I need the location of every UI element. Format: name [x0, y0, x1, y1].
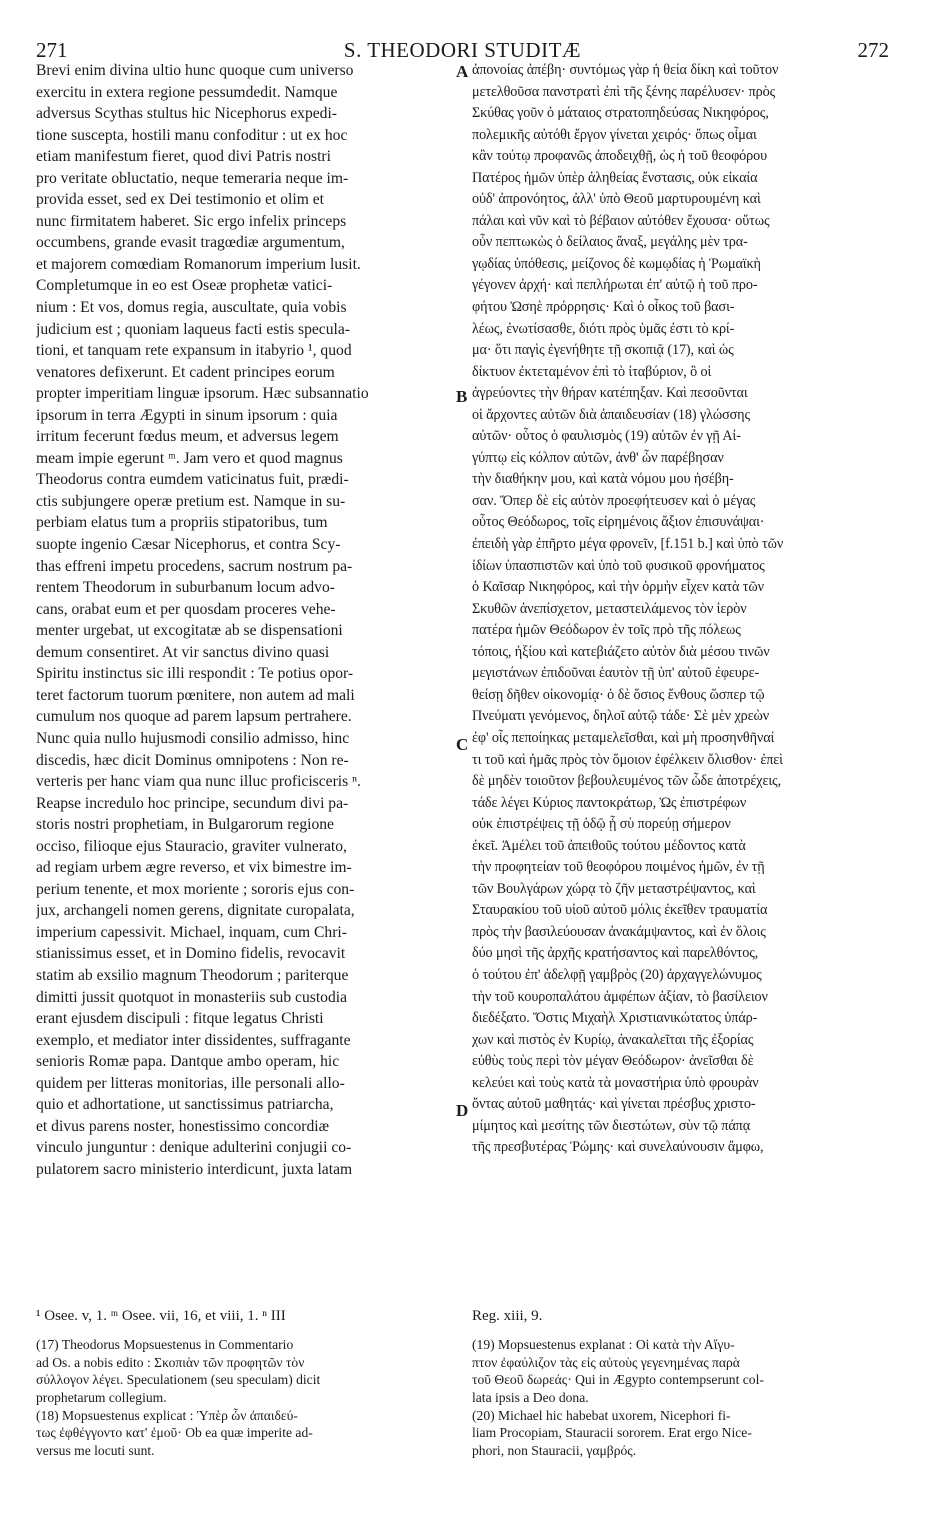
text-line: Σκύθας γοῦν ὁ μάταιος στρατοπηδεύσας Νικηφόρος,: [472, 105, 769, 122]
text-line: τῆς πρεσβυτέρας Ῥώμης· καὶ συνελαύνουσιν ἄμφω,: [472, 1139, 764, 1156]
note-line: prophetarum collegium.: [36, 1390, 167, 1406]
text-line: cumulum nos quoque ad parem lapsum pertrahere.: [36, 708, 352, 726]
text-line: exemplo, et mediator inter dissidentes, suffragante: [36, 1031, 351, 1049]
text-line: etiam manifestum fieret, quod divi Patris nostri: [36, 148, 331, 166]
text-line: pulatorem sacro ministerio interdicunt, juxta latam: [36, 1160, 353, 1178]
text-line: οὗτος Θεόδωρος, τοῖς εἰρημένοις ἄξιον ἐπισυνάψαι·: [472, 514, 765, 531]
note-line: phori, non Stauracii, γαμβρός.: [472, 1443, 637, 1459]
text-line: dimitti jussit quotquot in monasteriis sub custodia: [36, 988, 348, 1006]
text-line: cans, orabat eum et per quosdam proceres vehe-: [36, 600, 336, 618]
text-line: vinculo junguntur : denique adulterini conjugii co-: [36, 1139, 352, 1157]
text-line: θείσῃ δῆθεν οἰκονομίᾳ· ὁ δὲ ὅσιος ἔνθους ὥσπερ τῷ: [472, 686, 765, 703]
margin-marker-a: A: [456, 62, 469, 81]
text-line: Completumque in eo est Oseæ prophetæ vatici-: [36, 277, 333, 295]
text-line: adversus Scythas stultus hic Nicephorus expedi-: [36, 105, 337, 123]
text-line: erant ejusdem discipuli : fitque legatus Christi: [36, 1010, 324, 1028]
text-line: Σταυρακίου τοῦ υἱοῦ αὐτοῦ μόλις ἐκεῖθεν τραυματία: [472, 902, 768, 919]
text-line: perbiam elatus tum a propriis stipatoribus, tum: [36, 514, 328, 532]
text-line: storis nostri prophetiam, in Bulgarorum regione: [36, 816, 334, 834]
note-line: versus me locuti sunt.: [36, 1443, 155, 1459]
text-line: δύο μησὶ τῆς ἀρχῆς κρατήσαντος καὶ παρελθόντος,: [472, 945, 759, 962]
text-line: exercitu in extera regione pessumdedit. Namque: [36, 83, 338, 101]
text-line: οὖν πεπτωκὼς ὁ δείλαιος ἄναξ, μεγάλης μὲν τρα-: [472, 234, 748, 251]
text-line: κἂν τούτῳ προφανῶς ἀποδειχθῇ, ὡς ἡ τοῦ θεοφόρου: [472, 148, 768, 165]
note-line: liam Procopiam, Stauracii sororem. Erat ergo Nice-: [472, 1425, 752, 1441]
text-line: χων καὶ πιστὸς ἐν Κυρίῳ, ἀνακαλεῖται τῆς ἐξορίας: [472, 1031, 754, 1048]
margin-marker-c: C: [456, 735, 469, 754]
note-line: τοῦ Θεοῦ δωρεάς· Qui in Ægypto contempserunt col-: [472, 1372, 764, 1388]
text-line: et majorem comœdiam Romanorum imperium lusit.: [36, 255, 361, 273]
note-line: (20) Michael hic habebat uxorem, Nicephori fi-: [472, 1407, 731, 1423]
text-line: τι τοῦ καὶ ἡμᾶς πρὸς τὸν ὅμοιον ἐφέλκειν ὄλισθον· ἐπεὶ: [472, 751, 783, 768]
text-line: ὁ Καῖσαρ Νικηφόρος, καὶ τὴν ὁρμὴν εἶχεν κατὰ τῶν: [472, 579, 764, 596]
text-line: propter imperitiam linguæ ipsorum. Hæc subsannatio: [36, 385, 369, 403]
text-line: οὐδ' ἀπρονόητος, ἀλλ' ὑπὸ Θεοῦ μαρτυρουμένη καὶ: [472, 191, 761, 208]
text-line: ἰδίων ὑπασπιστῶν καὶ ὑπὸ τοῦ φυσικοῦ φρονήματος: [472, 557, 765, 574]
text-line: πολεμικῆς αὐτόθι ἔργον γίνεται χειρός· ὅπως οἶμαι: [472, 126, 757, 143]
text-line: λέως, ἐνωτίσασθε, διότι πρὸς ὑμᾶς ἐστι τὸ κρί-: [472, 320, 735, 337]
text-line: ὄντας αὐτοῦ μαθητάς· καὶ γίνεται πρέσβυς χριστο-: [472, 1096, 756, 1113]
latin-column: [36, 60, 456, 1180]
text-line: οὐκ ἐπιστρέψεις τῇ ὁδῷ ᾗ σὺ πορεύῃ σήμερον: [472, 816, 731, 833]
text-line: perium tenente, et mox moriente ; sororis ejus con-: [36, 880, 355, 898]
text-line: φήτου Ὠσηὲ πρόρρησις· Καὶ ὁ οἶκος τοῦ βασι-: [472, 299, 735, 316]
text-line: quio et adhortatione, ut sanctissimus patriarcha,: [36, 1096, 334, 1114]
text-line: μίμητος καὶ μεσίτης τῶν διεστώτων, σὺν τῷ πάπᾳ: [472, 1117, 751, 1134]
text-line: ὁ τούτου ἐπ' ἀδελφῇ γαμβρὸς (20) ἀρχαγγελώνυμος: [472, 966, 762, 983]
text-line: ipsorum in terra Ægypti in sinum ipsorum : quia: [36, 406, 338, 424]
text-line: Πνεύματι γενόμενος, δηλοῖ αὐτῷ τάδε· Σὲ μὲν χρεὼν: [472, 708, 770, 725]
text-line: suopte ingenio Cæsar Nicephorus, et contra Scy-: [36, 536, 341, 554]
text-line: Theodorus contra eumdem vaticinatus fuit, prædi-: [36, 471, 349, 489]
text-line: rentem Theodorum in suburbanum locum advo-: [36, 579, 335, 597]
text-line: tione suscepta, hostili manu confoditur : ut ex hoc: [36, 126, 348, 144]
text-line: μεγιστάνων ἐπιδοῦναι ἑαυτὸν τῇ ὑπ' αὐτοῦ ἐφευρε-: [472, 665, 760, 682]
footnote-refs-left: [36, 1306, 456, 1327]
margin-marker-d: D: [456, 1101, 469, 1120]
text-line: εὐθὺς τοὺς περὶ τὸν μέγαν Θεόδωρον· ἀνεῖσθαι δὲ: [472, 1053, 754, 1070]
text-line: thas effreni impetu procedens, sacrum nostrum pa-: [36, 557, 353, 575]
text-line: Σκυθῶν ἀνεπίσχετον, μεταστειλάμενος τὸν ἱερὸν: [472, 600, 747, 617]
text-line: ἐκεῖ. Ἀμέλει τοῦ ἀπειθοῦς τούτου μέδοντος κατὰ: [472, 837, 746, 854]
footnote-ref-line: Reg. xiii, 9.: [472, 1308, 543, 1324]
text-line: γῳδίας ὑπόθεσις, μείζονος δὲ κωμῳδίας ἡ Ῥωμαϊκὴ: [472, 255, 761, 272]
text-line: Πατέρος ἡμῶν ὑπὲρ ἀληθείας ἔνστασις, οὐκ εἰκαία: [472, 169, 758, 186]
text-line: demum consentiret. At vir sanctus divino quasi: [36, 643, 330, 661]
note-line: lata ipsis a Deo dona.: [472, 1390, 589, 1406]
note-line: τως ἐφθέγγοντο κατ' ἐμοῦ· Ob ea quæ imperite ad-: [36, 1425, 313, 1441]
text-line: ἐφ' οἷς πεποίηκας μεταμελεῖσθαι, καὶ μὴ προσηνθῆναί: [472, 729, 775, 746]
text-line: τάδε λέγει Κύριος παντοκράτωρ, Ὡς ἐπιστρέφων: [472, 794, 747, 811]
text-line: πάλαι καὶ νῦν καὶ τὸ βέβαιον αὐτόθεν ἔχουσα· οὕτως: [472, 212, 770, 229]
text-line: tioni, et tanquam rete expansum in itabyrio ¹, quod: [36, 342, 352, 360]
text-line: πρὸς τὴν βασιλεύουσαν ἀνακάμψαντος, καὶ ἐν ὅλοις: [472, 923, 766, 940]
text-line: nunc firmitatem haberet. Sic ergo infelix princeps: [36, 212, 347, 230]
text-line: οἱ ἄρχοντες αὐτῶν διὰ ἀπαιδευσίαν (18) γλώσσης: [472, 406, 751, 423]
editor-notes-left: [36, 1336, 456, 1460]
page-number-right: 272: [857, 38, 889, 62]
text-line: occumbens, grande evasit tragœdiæ argumentum,: [36, 234, 345, 252]
text-line: nium : Et vos, domus regia, auscultate, quia vobis: [36, 299, 347, 317]
text-line: statim ab exsilio magnum Theodorum ; pariterque: [36, 966, 349, 984]
text-line: δὲ μηδὲν τοιοῦτον βεβουλευμένος τῶν ὧδε ἀποτρέχεις,: [472, 773, 782, 790]
text-line: venatores defixerunt. Et cadent principes eorum: [36, 363, 335, 381]
note-line: (19) Mopsuestenus explanat : Οἱ κατὰ τὴν Αἴγυ-: [472, 1337, 735, 1352]
page-number-left: 271: [36, 38, 68, 62]
footnote-ref-line: ¹ Osee. v, 1. ᵐ Osee. vii, 16, et viii, 1. ⁿ III: [36, 1308, 286, 1324]
text-line: γύπτῳ εἰς κόλπον αὐτῶν, ἀνθ' ὧν παρέβησαν: [472, 449, 724, 466]
text-line: κελεύει καὶ τοὺς κατὰ τὰ μοναστήρια ὑπὸ φρουρὰν: [472, 1074, 759, 1091]
text-line: τὴν προφητείαν τοῦ θεοφόρου ποιμένος ἡμῶν, ἐν τῇ: [472, 859, 765, 876]
text-line: irritum fecerunt fœdus meum, et adversus legem: [36, 428, 339, 446]
text-line: Spiritu instinctus sic illi respondit : Te potius opor-: [36, 665, 354, 683]
text-line: πατέρα ἡμῶν Θεόδωρον ἐν τοῖς πρὸ τῆς πόλεως: [472, 622, 741, 639]
text-line: provida esset, sed ex Dei testimonio et olim et: [36, 191, 324, 209]
footnote-refs-right: [472, 1306, 892, 1327]
text-line: senioris Romæ papa. Dantque ambo operam, hic: [36, 1053, 340, 1071]
note-line: (18) Mopsuestenus explicat : Ὑπὲρ ὧν ἀπαιδεύ-: [36, 1407, 298, 1423]
text-line: τόποις, ἠξίου καὶ κατεβιάζετο αὐτὸν διὰ μέσου τινῶν: [472, 643, 770, 660]
text-line: μετελθοῦσα πανστρατὶ ἐπὶ τῆς ξένης παρέλυσεν· πρὸς: [472, 83, 776, 100]
text-line: τὴν διαθήκην μου, καὶ κατὰ νόμου μου ἠσέβη-: [472, 471, 734, 488]
text-line: imperium capessivit. Michael, inquam, cum Chri-: [36, 923, 347, 941]
text-line: teret factorum tuorum pœnitere, non autem ad mali: [36, 686, 355, 704]
text-line: stianissimus esset, et in Domino fidelis, revocavit: [36, 945, 346, 963]
text-line: μα· ὅτι παγὶς ἐγενήθητε τῇ σκοπιᾷ (17), καὶ ὡς: [472, 342, 734, 359]
note-line: πτον ἐφαύλιζον τὰς εἰς αὐτοὺς γεγενημένας παρὰ: [472, 1354, 740, 1370]
text-line: et divus parens noster, honestissimo concordiæ: [36, 1117, 330, 1135]
running-title: S. THEODORI STUDITÆ: [343, 38, 582, 62]
text-line: ἀπονοίας ἀπέβη· συντόμως γὰρ ἡ θεία δίκη καὶ τοῦτον: [472, 62, 779, 78]
editor-notes-right: [472, 1336, 892, 1460]
note-line: ad Os. a nobis edito : Σκοπιὰν τῶν προφητῶν τὸν: [36, 1354, 305, 1370]
greek-column: [472, 60, 892, 1159]
note-line: (17) Theodorus Mopsuestenus in Commentario: [36, 1337, 294, 1352]
text-line: menter urgebat, ut excogitatæ ab se dispensationi: [36, 622, 343, 640]
text-line: verteris per hanc viam qua nunc illuc proficisceris ⁿ.: [36, 773, 361, 791]
text-line: meam impie egerunt ᵐ. Jam vero et quod magnus: [36, 449, 343, 467]
text-line: ctis subjungere operæ pretium est. Namque in su-: [36, 492, 346, 510]
text-line: δίκτυον ἐκτεταμένον ἐπὶ τὸ ἰταβύριον, ὃ οἱ: [472, 363, 712, 380]
text-line: discedis, hæc dicit Dominus omnipotens : Non re-: [36, 751, 349, 769]
text-line: ἀγρεύοντες τὴν θήραν κατέπηξαν. Καὶ πεσοῦνται: [472, 385, 748, 402]
text-line: Brevi enim divina ultio hunc quoque cum universo: [36, 62, 354, 79]
text-line: γέγονεν ἀρχή· καὶ πεπλήρωται ἐπ' αὐτῷ ἡ τοῦ προ-: [472, 277, 758, 294]
text-line: Nunc quia nullo hujusmodi consilio admisso, hinc: [36, 729, 350, 747]
text-line: jux, archangeli nomen gerens, dignitate curopalata,: [36, 902, 355, 920]
margin-marker-b: B: [456, 387, 468, 406]
note-line: σύλλογον λέγει. Speculationem (seu speculam) dicit: [36, 1372, 321, 1388]
text-line: occiso, filioque ejus Stauracio, graviter vulnerato,: [36, 837, 347, 855]
text-line: ἐπειδὴ γὰρ ἐπῆρτο μέγα φρονεῖν, [f.151 b.] καὶ ὑπὸ τῶν: [472, 536, 784, 553]
text-line: Reapse incredulo hoc principe, secundum divi pa-: [36, 794, 349, 812]
text-line: σαν. Ὅπερ δὲ εἰς αὐτὸν προεφήτευσεν καὶ ὁ μέγας: [472, 492, 756, 509]
text-line: pro veritate obluctatio, neque temeraria neque im-: [36, 169, 349, 187]
text-line: ad regiam urbem ægre reverso, et vix bimestre im-: [36, 859, 352, 877]
text-line: τὴν τοῦ κουροπαλάτου ἀμφέπων ἀξίαν, τὸ βασίλειον: [472, 988, 768, 1005]
text-line: αὐτῶν· οὗτος ὁ φαυλισμὸς (19) αὐτῶν ἐν γῇ Αἰ-: [472, 428, 741, 445]
text-line: διεδέξατο. Ὅστις Μιχαὴλ Χριστιανικώτατος ὑπάρ-: [472, 1010, 758, 1027]
text-line: τῶν Βουλγάρων χώρᾳ τὸ ζῆν μεταστρέψαντος, καὶ: [472, 880, 756, 897]
text-line: quidem per litteras monitorias, ille personali allo-: [36, 1074, 345, 1092]
text-line: judicium est ; quoniam laqueus facti estis specula-: [36, 320, 350, 338]
